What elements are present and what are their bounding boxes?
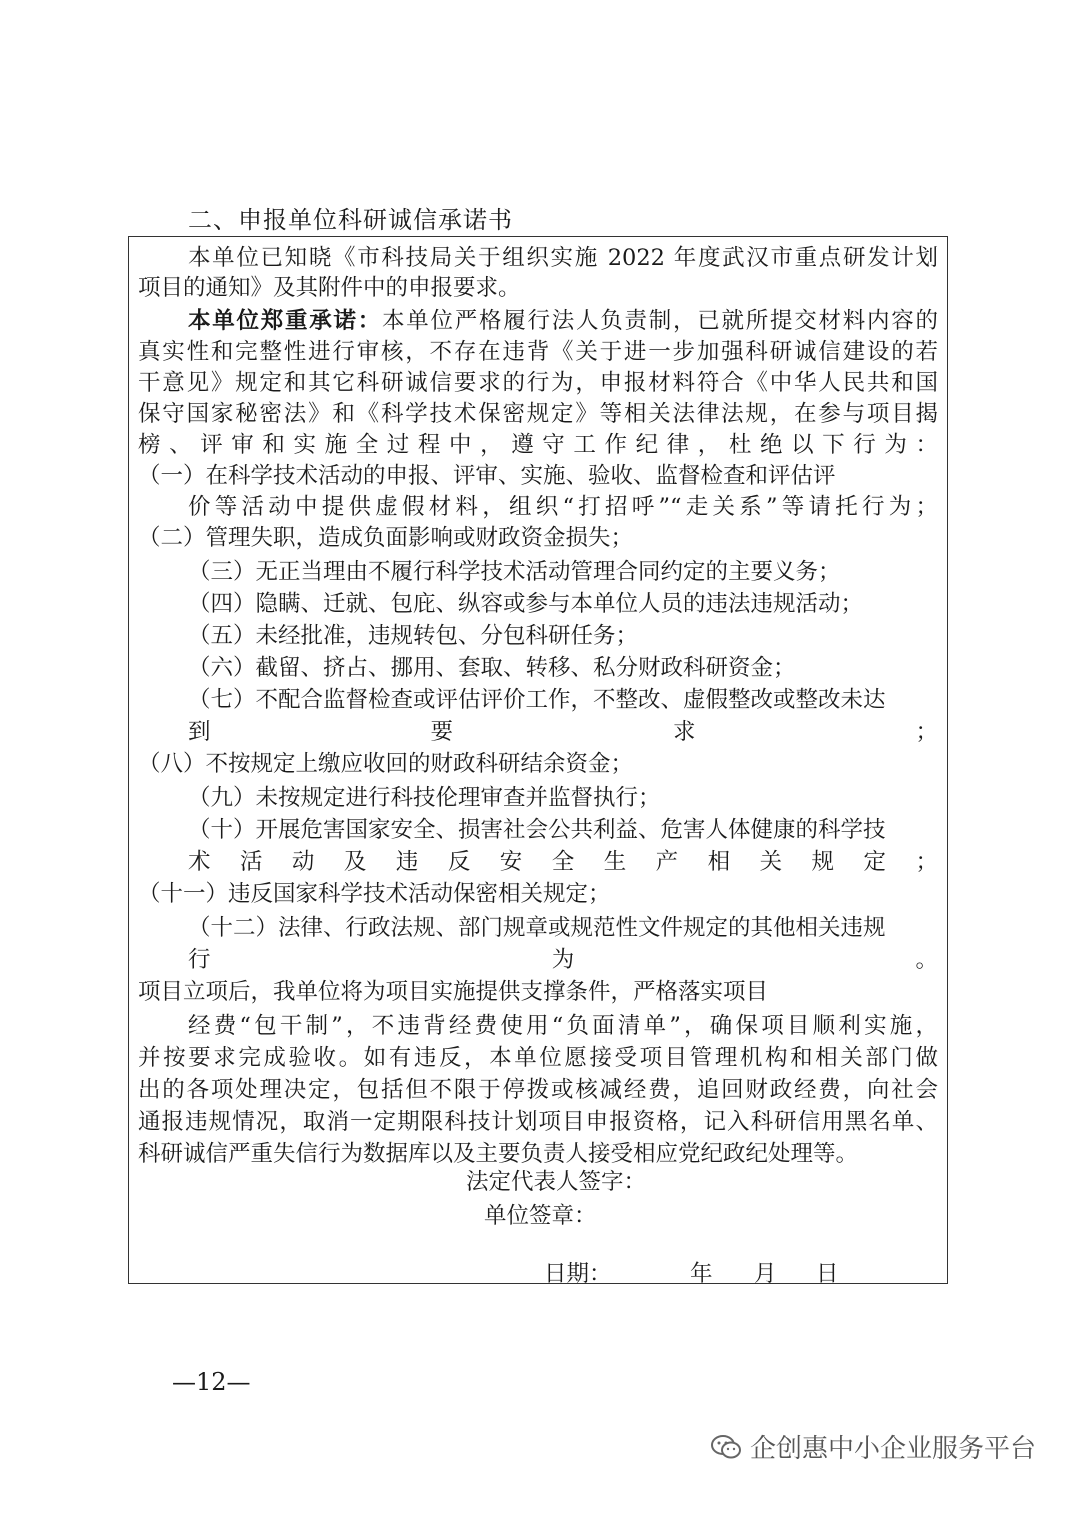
legal-rep-signature-label: 法定代表人签字：: [466, 1169, 647, 1195]
body-line: 经费“包干制”，不违背经费使用“负面清单”，确保项目顺利实施，: [188, 1013, 938, 1039]
body-line: 价等活动中提供虚假材料，组织“打招呼”“走关系”等请托行为；: [188, 494, 938, 520]
body-line: 术活动及违反安全生产相关规定；: [188, 849, 938, 875]
date-month: 月: [754, 1261, 777, 1287]
body-line: （二）管理失职，造成负面影响或财政资金损失；: [138, 525, 634, 551]
commitment-lead: 本单位郑重承诺：: [188, 308, 382, 334]
body-line: 项目的通知》及其附件中的申报要求。: [138, 275, 521, 301]
body-line: 干意见》规定和其它科研诚信要求的行为，申报材料符合《中华人民共和国: [138, 370, 938, 396]
body-line: （三）无正当理由不履行科学技术活动管理合同约定的主要义务；: [188, 559, 841, 585]
body-line: （一）在科学技术活动的申报、评审、实施、验收、监督检查和评估评: [138, 463, 836, 489]
section-title: 二、申报单位科研诚信承诺书: [188, 206, 513, 234]
body-line: 并按要求完成验收。如有违反，本单位愿接受项目管理机构和相关部门做: [138, 1045, 938, 1071]
body-line: （七）不配合监督检查或评估评价工作，不整改、虚假整改或整改未达: [188, 687, 886, 713]
body-line: （四）隐瞒、迁就、包庇、纵容或参与本单位人员的违法违规活动；: [188, 591, 864, 617]
date-label: 日期：: [544, 1261, 612, 1287]
commitment-lead-rest: 本单位严格履行法人负责制，已就所提交材料内容的: [382, 308, 938, 334]
body-line: （十一）违反国家科学技术活动保密相关规定；: [138, 881, 611, 907]
body-line: （十二）法律、行政法规、部门规章或规范性文件规定的其他相关违规: [188, 915, 886, 941]
body-line: 行为。: [188, 947, 938, 973]
body-line: （六）截留、挤占、挪用、套取、转移、私分财政科研资金；: [188, 655, 796, 681]
body-line: 出的各项处理决定，包括但不限于停拨或核减经费，追回财政经费，向社会: [138, 1077, 938, 1103]
watermark-text: 企创惠中小企业服务平台: [750, 1434, 1037, 1464]
body-line: 本单位已知晓《市科技局关于组织实施 2022 年度武汉市重点研发计划: [188, 245, 938, 271]
body-line: 项目立项后，我单位将为项目实施提供支撑条件，严格落实项目: [138, 979, 769, 1005]
page-number: —12—: [172, 1368, 251, 1396]
wechat-icon: [710, 1433, 742, 1461]
body-line: 科研诚信严重失信行为数据库以及主要负责人接受相应党纪政纪处理等。: [138, 1141, 859, 1167]
unit-seal-label: 单位签章：: [484, 1203, 597, 1229]
body-line: 真实性和完整性进行审核，不存在违背《关于进一步加强科研诚信建设的若: [138, 339, 938, 365]
body-line: （八）不按规定上缴应收回的财政科研结余资金；: [138, 751, 634, 777]
body-line: （十）开展危害国家安全、损害社会公共利益、危害人体健康的科学技: [188, 817, 886, 843]
body-line: [188, 305, 938, 337]
date-day: 日: [816, 1261, 839, 1287]
body-line: 到要求；: [188, 719, 938, 745]
body-line: （五）未经批准，违规转包、分包科研任务；: [188, 623, 639, 649]
body-line: 榜、评审和实施全过程中，遵守工作纪律，杜绝以下行为：: [138, 432, 938, 458]
body-line: 通报违规情况，取消一定期限科技计划项目申报资格，记入科研信用黑名单、: [138, 1109, 938, 1135]
date-year: 年: [690, 1261, 713, 1287]
watermark: [710, 1428, 1036, 1465]
body-line: （九）未按规定进行科技伦理审查并监督执行；: [188, 785, 661, 811]
body-line: 保守国家秘密法》和《科学技术保密规定》等相关法律法规，在参与项目揭: [138, 401, 938, 427]
